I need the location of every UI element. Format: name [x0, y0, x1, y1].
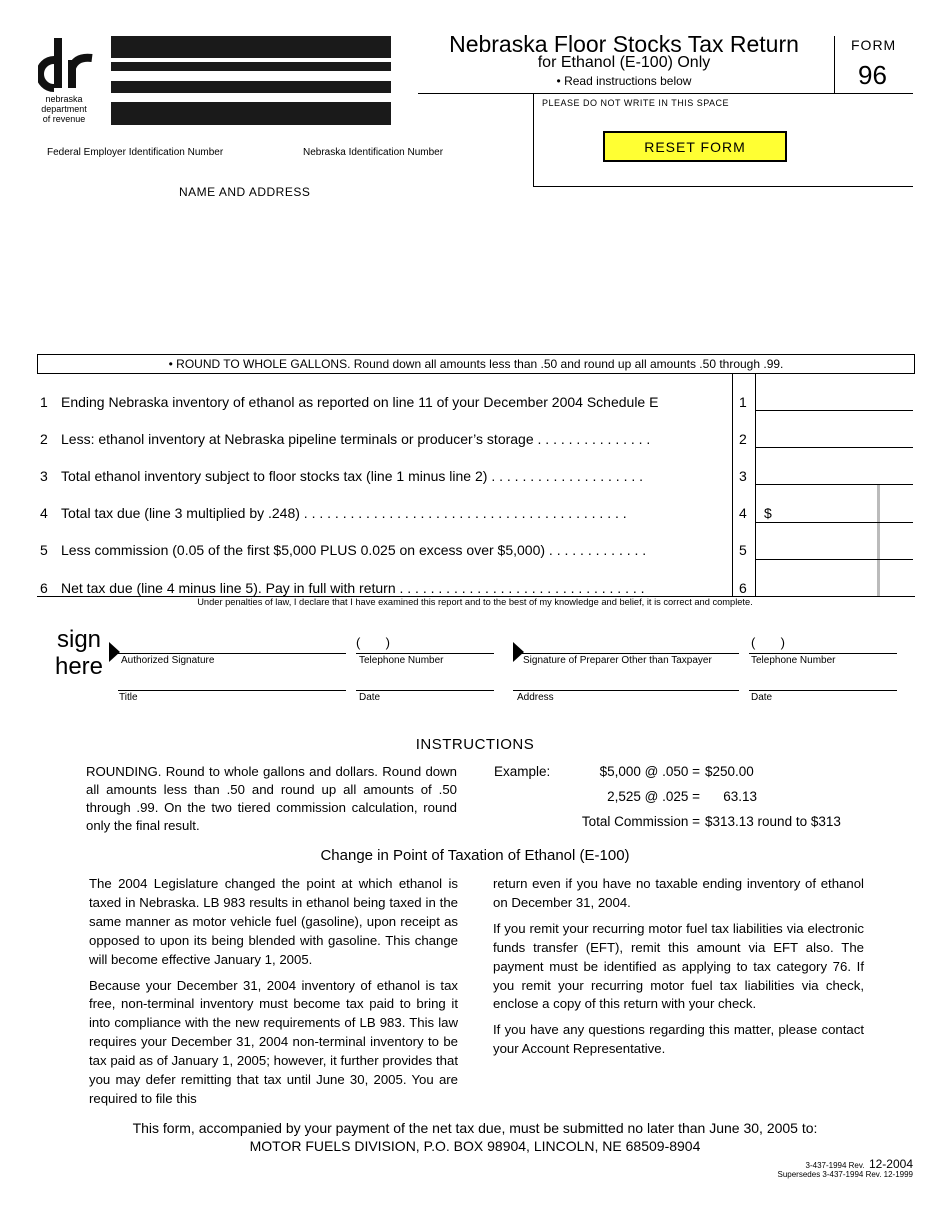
rounding-instructions: ROUNDING. Round to whole gallons and dollars. Round down all amounts less than .50 and round up all amounts of .50 through .99. On the two tiered commission calculation, round only the final result. [86, 764, 457, 833]
example-total-value: $313.13 round to $313 [705, 814, 841, 829]
date-label: Date [359, 692, 381, 703]
line-number-column-right [755, 374, 756, 596]
fein-label: Federal Employer Identification Number [47, 147, 224, 158]
authorized-signature-label: Authorized Signature [121, 655, 215, 666]
line-5-amount-field[interactable] [756, 559, 913, 560]
line-3-number: 3 [739, 468, 747, 484]
example-row-1-calc: $5,000 @ .050 = [599, 764, 700, 779]
form-title: Nebraska Floor Stocks Tax Return [449, 31, 799, 57]
address-field[interactable] [513, 690, 739, 691]
instructions-column-1: The 2004 Legislature changed the point at which ethanol is taxed in Nebraska. LB 983 results in ethanol being taxed in the same manner as motor vehicle fuel (gasoline), upon receipt as opposed to upon its being blended with gasoline. This change will become effective January 1, 2005. Because your December 31, 2004 inventory of ethanol is tax free, non-terminal inventory must become tax paid to bring it into compliance with the new requirements of LB 983. This law requires your December 31, 2004 non-terminal inventory to be tax paid as of January 1, 2005; however, it further provides that you may defer remitting that tax until June 30, 2005. You are required to file this [89, 876, 458, 1106]
preparer-telephone-field[interactable] [749, 653, 897, 654]
line-5-description: 5 Less commission (0.05 of the first $5,000 PLUS 0.025 on excess over $5,000) . . . . . . . . . . . . . [40, 542, 647, 558]
dor-logo-icon [38, 38, 94, 94]
header-rule [418, 93, 913, 94]
instructions-column-2: return even if you have no taxable ending inventory of ethanol on December 31, 2004. If you remit your recurring motor fuel tax liabilities via electronic funds transfer (EFT), remit this amount via EFT also. The payment must be identified as applying to tax category 76. If you remit your recurring motor fuel tax liabilities via check, enclose a copy of this return with your check. If you have any questions regarding this matter, please contact your Account Representative. [493, 876, 864, 1057]
authorized-signature-field[interactable] [118, 653, 346, 654]
line-2-amount-field[interactable] [756, 447, 913, 448]
line-2-description: 2 Less: ethanol inventory at Nebraska pipeline terminals or producer’s storage . . . . . . . . . . . . . . . [40, 431, 651, 447]
footer-mailing-address: MOTOR FUELS DIVISION, P.O. BOX 98904, LINCOLN, NE 68509-8904 [249, 1138, 701, 1154]
line-6-description: 6 Net tax due (line 4 minus line 5). Pay in full with return . . . . . . . . . . . . . . . . . . . . . . . . . . . . . . . . [40, 580, 645, 596]
preparer-date-field[interactable] [749, 690, 897, 691]
change-heading: Change in Point of Taxation of Ethanol (E-100) [320, 847, 630, 864]
nebraska-id-label: Nebraska Identification Number [303, 147, 444, 158]
example-total-label: Total Commission = [581, 814, 700, 829]
cents-divider [877, 484, 880, 596]
address-label: Address [517, 692, 554, 703]
preparer-telephone-label: Telephone Number [751, 655, 836, 666]
telephone-field[interactable] [356, 653, 494, 654]
redacted-bar [111, 36, 391, 58]
name-address-label: NAME AND ADDRESS [179, 185, 311, 199]
line-4-number: 4 [739, 505, 747, 521]
logo-text: nebraska department of revenue [41, 94, 87, 124]
redacted-bar [111, 62, 391, 71]
line-5-number: 5 [739, 542, 747, 558]
redacted-bar [111, 102, 391, 125]
footer-submission-note: This form, accompanied by your payment of the net tax due, must be submitted no later than June 30, 2005 to: [132, 1120, 818, 1136]
office-use-border-left [533, 93, 534, 187]
redacted-bar [111, 81, 391, 93]
form-number: 96 [858, 60, 887, 90]
example-row-2-value: 63.13 [723, 789, 757, 804]
form-supersedes: Supersedes 3-437-1994 Rev. 12-1999 [777, 1170, 913, 1179]
line-2-number: 2 [739, 431, 747, 447]
line-6-number: 6 [739, 580, 747, 596]
line-1-amount-field[interactable] [756, 410, 913, 411]
preparer-signature-field[interactable] [522, 653, 739, 654]
preparer-signature-label: Signature of Preparer Other than Taxpayer [523, 655, 712, 666]
title-label: Title [119, 692, 138, 703]
form-subtitle: for Ethanol (E-100) Only [537, 54, 711, 71]
line-4-amount-field[interactable] [756, 522, 913, 523]
line-3-amount-field[interactable] [756, 484, 913, 485]
telephone-label: Telephone Number [359, 655, 444, 666]
department-logo [38, 38, 94, 94]
date-field[interactable] [356, 690, 494, 691]
penalty-statement: Under penalties of law, I declare that I have examined this report and to the best of my knowledge and belief, it is correct and complete. [197, 597, 753, 607]
example-row-2-calc: 2,525 @ .025 = [607, 789, 700, 804]
telephone-area-code: ( ) [356, 635, 390, 650]
example-label: Example: [494, 764, 551, 779]
line-4-dollar-sign: $ [764, 505, 772, 521]
line-3-description: 3 Total ethanol inventory subject to floor stocks tax (line 1 minus line 2) . . . . . . . . . . . . . . . . . . . . [40, 468, 644, 484]
preparer-date-label: Date [751, 692, 773, 703]
preparer-telephone-area-code: ( ) [751, 635, 785, 650]
form-label: FORM [851, 37, 897, 53]
line-1-number: 1 [739, 394, 747, 410]
line-1-description: 1 Ending Nebraska inventory of ethanol as reported on line 11 of your December 2004 Schedule E [40, 394, 659, 410]
reset-form-button[interactable]: RESET FORM [603, 131, 787, 162]
form-box-divider [834, 36, 835, 94]
example-row-1-value: $250.00 [705, 764, 754, 779]
line-4-description: 4 Total tax due (line 3 multiplied by .248) . . . . . . . . . . . . . . . . . . . . . . . . . . . . . . . . . . . . . . . . . . [40, 505, 627, 521]
sign-here-label: sign here [54, 626, 104, 680]
title-field[interactable] [118, 690, 346, 691]
office-use-border-bottom [533, 186, 913, 187]
form-subnote: • Read instructions below [556, 74, 692, 88]
office-use-label: PLEASE DO NOT WRITE IN THIS SPACE [542, 98, 730, 108]
sign-arrow-icon [109, 642, 120, 662]
rounding-notice: • ROUND TO WHOLE GALLONS. Round down all amounts less than .50 and round up all amounts .50 through .99. [37, 354, 915, 374]
instructions-heading: INSTRUCTIONS [415, 736, 535, 753]
form-revision: 3-437-1994 Rev. 12-2004 [805, 1157, 913, 1171]
